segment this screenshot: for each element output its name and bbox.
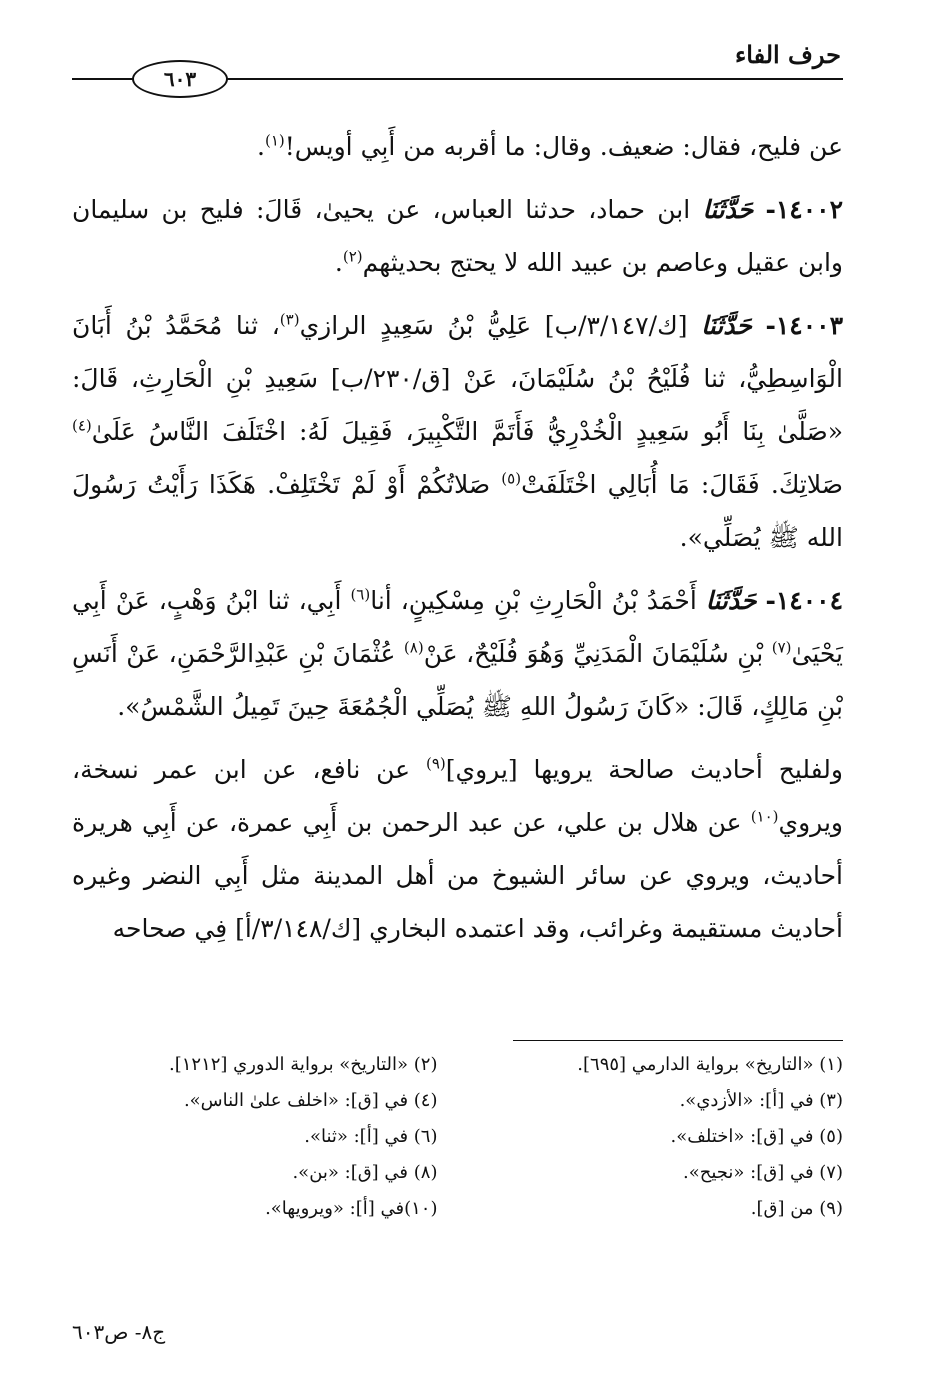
footnote-marker: (١٠)	[750, 807, 779, 826]
footnote-separator	[513, 1040, 843, 1041]
hadith-number: ١٤٠٠٣-	[765, 311, 844, 340]
hadith-keyword: حَدَّثَنَا	[705, 586, 757, 615]
paragraph-text: أَحْمَدُ بْنُ الْحَارِثِ بْنِ مِسْكِينٍ، أنا	[370, 586, 697, 615]
footnote: (٩) من [ق].	[750, 1198, 843, 1219]
footnotes	[72, 1050, 843, 1224]
footnote-marker: (٢)	[342, 247, 363, 266]
punctuation: .	[257, 132, 265, 161]
page-number-badge: ٦٠٣	[132, 60, 228, 98]
paragraph-text: أَبِي، ثنا ابْنُ وَهْبٍ، عَنْ أَبِي يَحْيَىٰ	[72, 586, 843, 668]
volume-page-reference: ج٨- ص٦٠٣	[72, 1320, 166, 1344]
paragraph-text: بْنِ سُلَيْمَانَ الْمَدَنِيِّ وَهُوَ فُلَيْحٌ، عَنْ	[423, 639, 772, 668]
paragraph-text: [ك/٣/١٤٧/ب] عَلِيُّ بْنُ سَعِيدٍ الرازي	[299, 311, 688, 340]
paragraph-text: عُثْمَانَ بْنِ عَبْدِالرَّحْمَنِ، عَنْ أَنَسِ بْنِ مَالِكٍ، قَالَ: «كَانَ رَسُولُ اللهِ ﷺ يُصَلِّي الْجُمُعَةَ حِينَ تَمِيلُ الشَّمْسُ».	[72, 639, 843, 721]
footnote: (٤) في [ق]: «اخلف علىٰ الناس».	[183, 1090, 438, 1111]
hadith-number: ١٤٠٠٤-	[765, 586, 843, 615]
punctuation: .	[334, 248, 343, 277]
hadith-keyword: حَدَّثَنَا	[701, 311, 752, 340]
footnote: (٥) في [ق]: «اختلف».	[670, 1126, 843, 1147]
paragraph-text: عن نافع، عن ابن عمر نسخة، ويروي	[72, 755, 843, 837]
footnote: (٣) في [أ]: «الأزدي».	[679, 1090, 843, 1111]
paragraph-1	[72, 120, 843, 173]
paragraph-text: ، ثنا مُحَمَّدُ بْنُ أَبَانَ الْوَاسِطِيُّ، ثنا فُلَيْحُ بْنُ سُلَيْمَانَ، عَنْ [ق/٢٣٠/ب] سَعِيدِ بْنِ الْحَارِثِ، قَالَ: «صَلَّىٰ بِنَا أَبُو سَعِيدٍ الْخُدْرِيُّ فَأَتَمَّ التَّكْبِيرَ، فَقِيلَ لَهُ: اخْتَلَفَ النَّاسُ عَلَىٰ	[72, 311, 843, 446]
footnote: (٧) في [ق]: «نجيح».	[683, 1162, 843, 1183]
paragraph-text: ولفليح أحاديث صالحة يرويها [يروي]	[445, 755, 843, 784]
paragraph-text: صَلاتِكَ. فَقَالَ: مَا أُبَالِي اخْتَلَفَتْ	[521, 470, 843, 499]
hadith-14003	[72, 299, 843, 564]
hadith-14004	[72, 574, 843, 733]
hadith-number: ١٤٠٠٢-	[765, 195, 844, 224]
footnote: (٢) «التاريخ» برواية الدوري [١٢١٢].	[168, 1054, 438, 1075]
footnote-marker: (٣)	[279, 310, 300, 329]
footnote-marker: (١)	[264, 131, 285, 150]
hadith-keyword: حَدَّثَنَا	[702, 195, 754, 224]
footnote: (٨) في [ق]: «بن».	[292, 1162, 438, 1183]
footnote-marker: (٩)	[425, 754, 446, 773]
footnote: (١) «التاريخ» برواية الدارمي [٦٩٥].	[577, 1054, 843, 1075]
footnote: (١٠)في [أ]: «ويرويها».	[265, 1198, 438, 1219]
footnote-marker: (٥)	[501, 469, 522, 488]
paragraph-text: صَلاتُكُمْ أَوْ لَمْ تَخْتَلِفْ. هَكَذَا رَأَيْتُ رَسُولَ الله ﷺ يُصَلِّي».	[72, 470, 843, 552]
commentary-paragraph	[72, 743, 843, 955]
footnote: (٦) في [أ]: «ثنا».	[304, 1126, 438, 1147]
footnote-marker: (٤)	[72, 416, 92, 435]
paragraph-text: ابن حماد، حدثنا العباس، عن يحيىٰ، قَالَ: فليح بن سليمان وابن عقيل وعاصم بن عبيد الله لا يحتج بحديثهم	[72, 195, 843, 277]
footnote-marker: (٨)	[403, 638, 424, 657]
footnote-marker: (٦)	[350, 585, 371, 604]
footnote-marker: (٧)	[771, 638, 792, 657]
body-text	[72, 120, 843, 965]
hadith-14002	[72, 183, 843, 289]
paragraph-text: عن فليح، فقال: ضعيف. وقال: ما أقربه من أَبِي أويس!	[284, 132, 843, 161]
running-header-title: حرف الفاء	[734, 40, 841, 69]
paragraph-text: عن هلال بن علي، عن عبد الرحمن بن أَبِي عمرة، عن أَبِي هريرة أحاديث، ويروي عن سائر الشيوخ من أهل المدينة مثل أَبِي النضر وغيره أحاديث مستقيمة وغرائب، وقد اعتمده البخاري [ك/٣/١٤٨/أ] فِي صحاحه	[72, 808, 843, 943]
